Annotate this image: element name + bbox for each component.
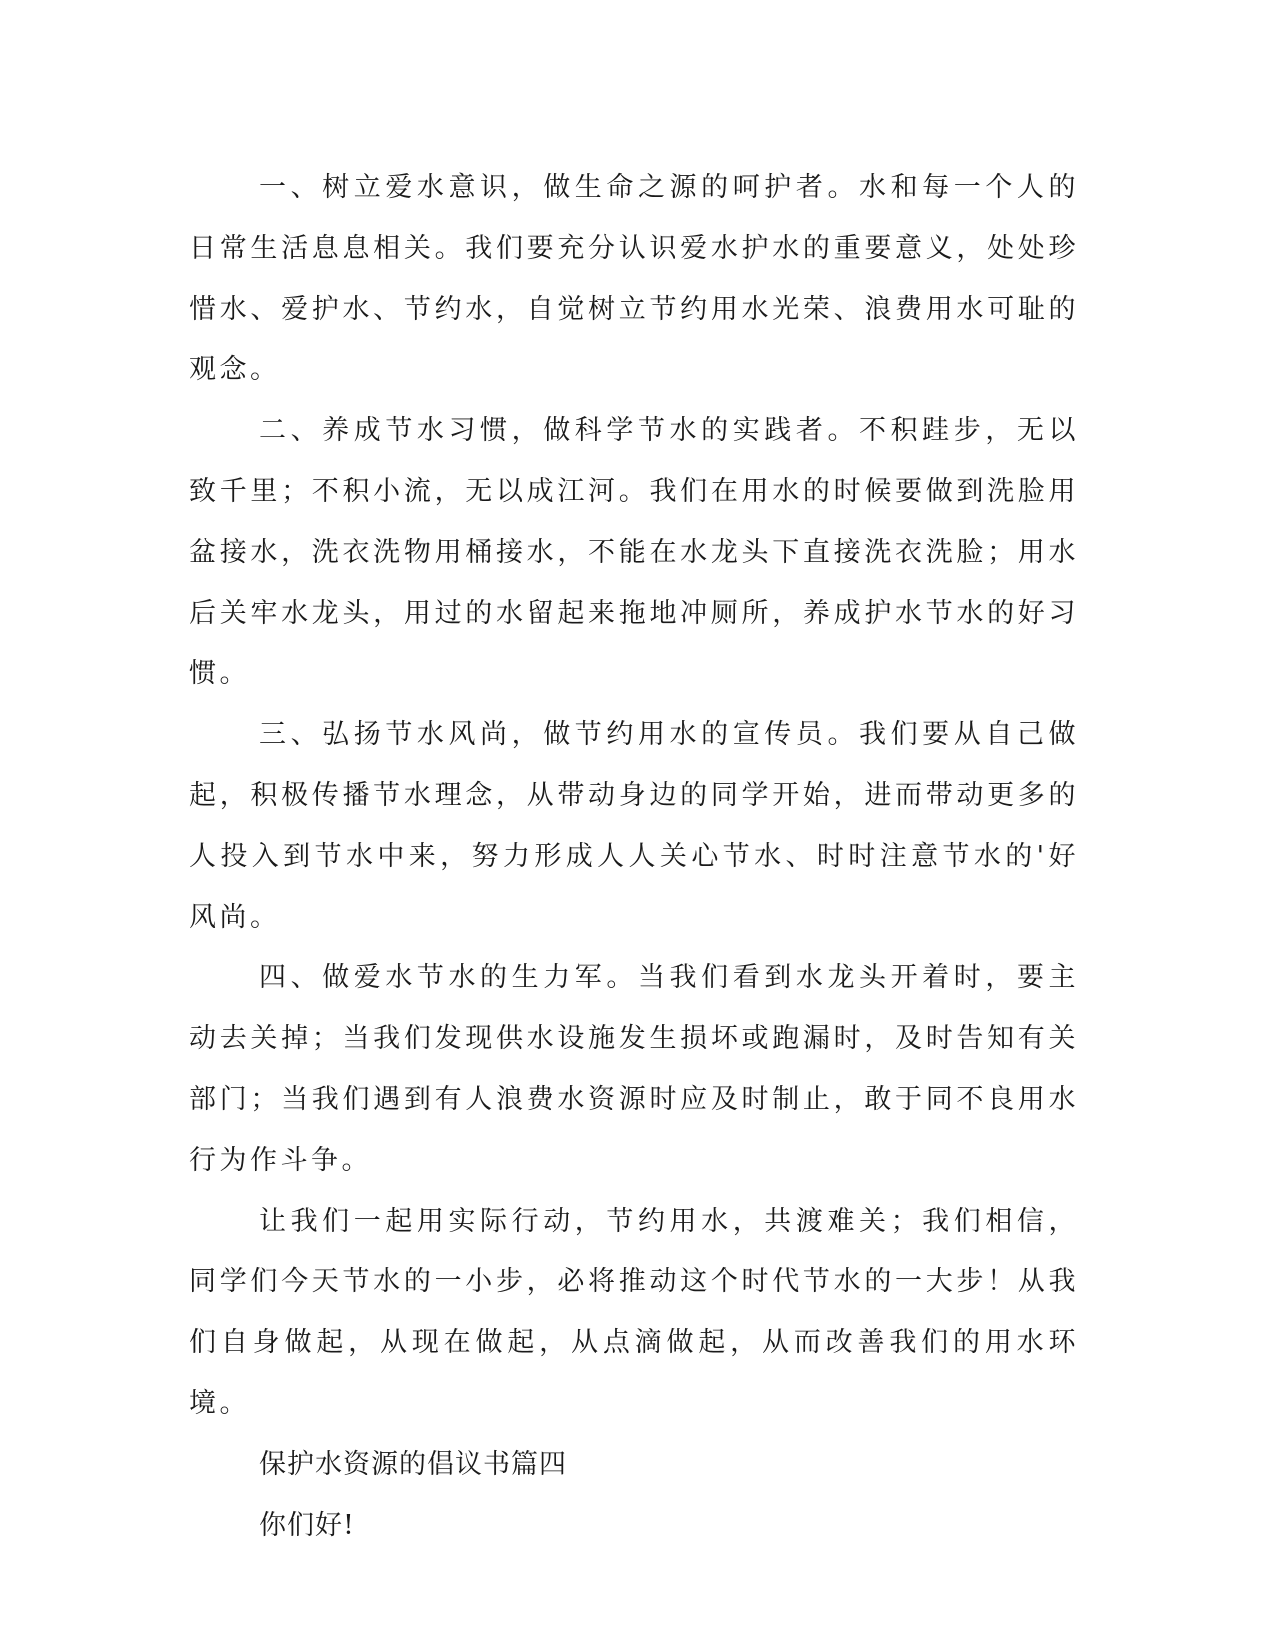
section-title: 保护水资源的倡议书篇四 bbox=[259, 1448, 567, 1480]
paragraph-awareness: 一、树立爱水意识，做生命之源的呵护者。水和每一个人的日常生活息息相关。我们要充分认识爱水护水的重要意义，处处珍惜水、爱护水、节约水，自觉树立节约用水光荣、浪费用水可耻的观念。 bbox=[189, 172, 1079, 386]
paragraph-habits: 二、养成节水习惯，做科学节水的实践者。不积跬步，无以致千里；不积小流，无以成江河。我们在用水的时候要做到洗脸用盆接水，洗衣洗物用桶接水，不能在水龙头下直接洗衣洗脸；用水后关牢水龙头，用过的水留起来拖地冲厕所，养成护水节水的好习惯。 bbox=[189, 415, 1079, 690]
paragraph-action: 四、做爱水节水的生力军。当我们看到水龙头开着时，要主动去关掉；当我们发现供水设施发生损坏或跑漏时，及时告知有关部门；当我们遇到有人浪费水资源时应及时制止，敢于同不良用水行为作斗争。 bbox=[189, 962, 1079, 1176]
greeting: 你们好! bbox=[259, 1509, 355, 1541]
paragraph-closing: 让我们一起用实际行动，节约用水，共渡难关；我们相信，同学们今天节水的一小步，必将推动这个时代节水的一大步！从我们自身做起，从现在做起，从点滴做起，从而改善我们的用水环境。 bbox=[189, 1205, 1079, 1419]
paragraph-promotion: 三、弘扬节水风尚，做节约用水的宣传员。我们要从自己做起，积极传播节水理念，从带动身边的同学开始，进而带动更多的人投入到节水中来，努力形成人人关心节水、时时注意节水的'好风尚。 bbox=[189, 719, 1079, 933]
document-body bbox=[189, 158, 1079, 1556]
